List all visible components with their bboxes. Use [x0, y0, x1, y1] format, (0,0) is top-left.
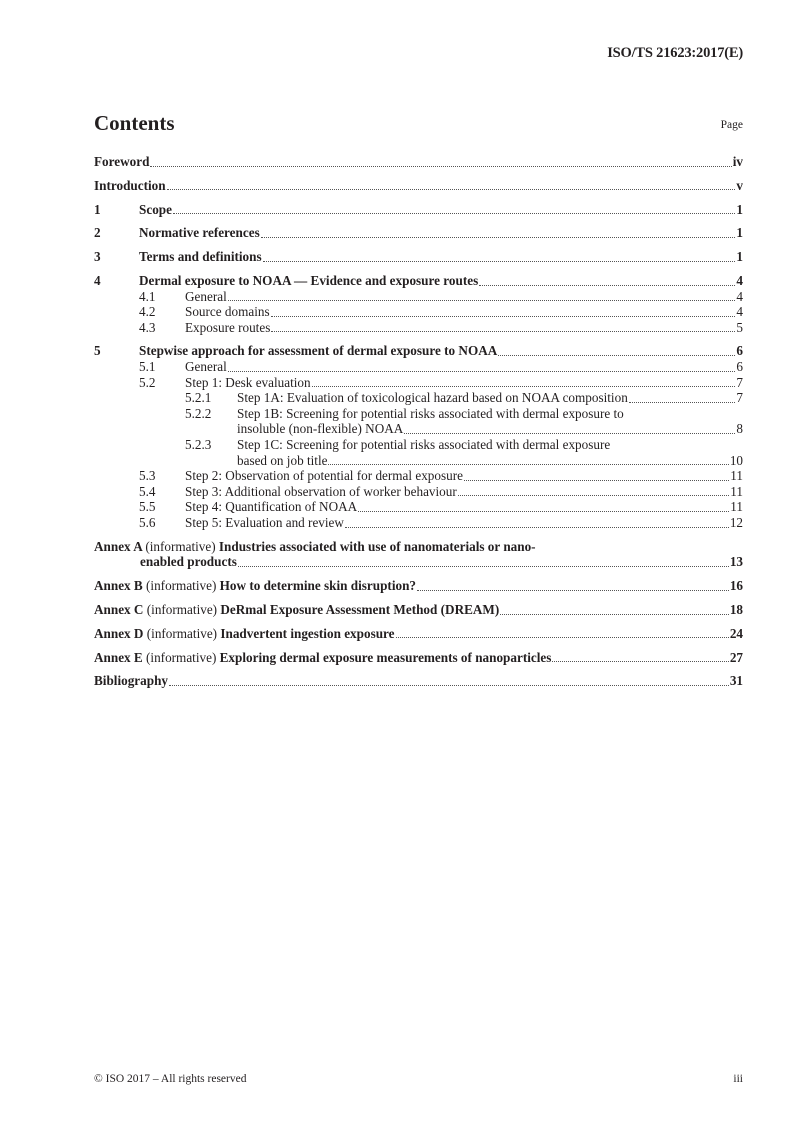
annex-title: DeRmal Exposure Assessment Method (DREAM): [220, 601, 500, 617]
page-column-label: Page: [720, 119, 743, 131]
toc-entry-number: 4.3: [139, 319, 156, 335]
toc-entry-foreword[interactable]: [94, 154, 743, 170]
toc-entry-5-2-3-line1[interactable]: [94, 437, 743, 453]
toc-entry-title: Step 1C: Screening for potential risks associated with dermal exposure: [237, 437, 611, 453]
annex-type: (informative): [146, 578, 217, 594]
toc-entry-title: [94, 539, 536, 555]
toc-entry-title: Dermal exposure to NOAA — Evidence and exposure routes: [139, 272, 479, 288]
annex-label: Annex C: [94, 601, 144, 617]
dot-leader: [552, 661, 728, 662]
toc-entry-number: 4.1: [139, 288, 156, 304]
toc-entry-title: Bibliography: [94, 673, 169, 689]
dot-leader: [458, 495, 730, 496]
toc-entry-introduction[interactable]: [94, 178, 743, 194]
toc-entry-number: 1: [94, 201, 101, 217]
dot-leader: [173, 213, 735, 214]
annex-type: (informative): [145, 538, 216, 554]
toc-entry-page: 7: [736, 374, 743, 390]
toc-entry-page: 1: [736, 249, 743, 265]
toc-entry-title: General: [185, 288, 227, 304]
toc-entry-normative-references[interactable]: [94, 225, 743, 241]
dot-leader: [261, 237, 736, 238]
toc-entry-page: 8: [736, 421, 743, 437]
toc-entry-annex-b[interactable]: [94, 578, 743, 594]
toc-entry-5-6[interactable]: [94, 515, 743, 531]
dot-leader: [479, 285, 735, 286]
dot-leader: [464, 480, 729, 481]
toc-entry-number: 5.2.1: [185, 390, 212, 406]
annex-title: Inadvertent ingestion exposure: [220, 625, 395, 641]
toc-entry-bibliography[interactable]: [94, 673, 743, 689]
toc-entry-title: Step 1B: Screening for potential risks associated with dermal exposure to: [237, 405, 624, 421]
dot-leader: [404, 433, 735, 434]
toc-entry-page: iv: [732, 154, 743, 169]
toc-entry-page: 6: [736, 359, 743, 375]
toc-entry-title: Step 1: Desk evaluation: [185, 374, 311, 390]
dot-leader: [167, 189, 736, 190]
toc-entry-page: 13: [729, 554, 743, 570]
toc-entry-number: 5.1: [139, 359, 156, 375]
toc-entry-5-2-3-line2[interactable]: [94, 453, 743, 469]
toc-entry-title-continued: based on job title: [237, 452, 328, 468]
toc-entry-page: 7: [736, 390, 743, 406]
toc-entry-page: 4: [736, 288, 743, 304]
table-of-contents: [94, 154, 743, 689]
toc-entry-4-3[interactable]: [94, 320, 743, 336]
toc-entry-terms-definitions[interactable]: [94, 249, 743, 265]
toc-entry-title: Step 4: Quantification of NOAA: [185, 499, 358, 515]
dot-leader: [150, 166, 731, 167]
annex-type: (informative): [146, 601, 218, 617]
toc-entry-title: Introduction: [94, 177, 166, 193]
toc-entry-title: Step 3: Additional observation of worker behaviour: [185, 483, 457, 499]
toc-entry-page: 6: [736, 343, 743, 359]
annex-label: Annex E: [94, 649, 143, 665]
toc-entry-5-3[interactable]: [94, 468, 743, 484]
toc-entry-title: [94, 578, 416, 594]
toc-entry-number: 5.3: [139, 468, 156, 484]
toc-entry-title: Terms and definitions: [139, 249, 262, 265]
toc-entry-5-4[interactable]: [94, 484, 743, 500]
toc-entry-title: Scope: [139, 201, 172, 217]
toc-entry-scope[interactable]: [94, 202, 743, 218]
toc-entry-page: 27: [729, 649, 743, 665]
toc-entry-5-2-2-line2[interactable]: [94, 421, 743, 437]
dot-leader: [312, 386, 736, 387]
toc-entry-number: 5.5: [139, 499, 156, 515]
dot-leader: [629, 402, 736, 403]
footer-copyright: © ISO 2017 – All rights reserved: [94, 1073, 247, 1085]
dot-leader: [263, 261, 736, 262]
toc-entry-page: 18: [729, 601, 743, 617]
toc-entry-page: 16: [729, 578, 743, 594]
annex-title: Exploring dermal exposure measurements of nanoparticles: [219, 649, 552, 665]
toc-entry-section-5[interactable]: [94, 343, 743, 359]
dot-leader: [345, 527, 729, 528]
toc-entry-section-4[interactable]: [94, 273, 743, 289]
toc-entry-title: Source domains: [185, 304, 270, 320]
toc-entry-page: 10: [729, 452, 743, 468]
toc-entry-number: 4.2: [139, 304, 156, 320]
annex-label: Annex A: [94, 538, 143, 554]
toc-entry-title: [94, 626, 395, 642]
toc-entry-number: 2: [94, 225, 101, 241]
toc-entry-page: 24: [729, 625, 743, 641]
annex-label: Annex D: [94, 625, 144, 641]
toc-entry-5-5[interactable]: [94, 499, 743, 515]
dot-leader: [238, 566, 729, 567]
annex-title: Industries associated with use of nanomaterials or nano-: [218, 538, 536, 554]
toc-entry-number: 5.2.3: [185, 437, 212, 453]
toc-entry-5-1[interactable]: [94, 359, 743, 375]
toc-entry-title: Foreword: [94, 154, 150, 169]
toc-entry-title: Exposure routes: [185, 319, 271, 335]
toc-entry-title: Stepwise approach for assessment of dermal exposure to NOAA: [139, 343, 498, 359]
toc-entry-4-1[interactable]: [94, 289, 743, 305]
toc-entry-title-continued: insoluble (non-flexible) NOAA: [237, 421, 404, 437]
dot-leader: [396, 637, 729, 638]
dot-leader: [169, 685, 729, 686]
dot-leader: [228, 371, 736, 372]
toc-entry-number: 5.2: [139, 374, 156, 390]
toc-entry-title: Normative references: [139, 225, 260, 241]
dot-leader: [271, 316, 736, 317]
toc-entry-4-2[interactable]: [94, 304, 743, 320]
dot-leader: [228, 300, 736, 301]
dot-leader: [328, 464, 728, 465]
toc-entry-annex-a-line2[interactable]: [94, 554, 743, 570]
annex-label: Annex B: [94, 578, 143, 594]
toc-entry-annex-a-line1[interactable]: [94, 539, 743, 555]
toc-entry-5-2[interactable]: [94, 375, 743, 391]
toc-entry-number: 4: [94, 272, 101, 288]
toc-entry-title-continued: enabled products: [140, 554, 237, 570]
dot-leader: [271, 331, 735, 332]
toc-entry-title: Step 1A: Evaluation of toxicological hazard based on NOAA composition: [237, 390, 628, 406]
toc-entry-number: 5.2.2: [185, 405, 212, 421]
toc-entry-number: 5: [94, 343, 101, 359]
toc-entry-number: 5.4: [139, 483, 156, 499]
dot-leader: [500, 614, 729, 615]
toc-entry-5-2-1[interactable]: [94, 390, 743, 406]
toc-entry-number: 3: [94, 249, 101, 265]
toc-entry-page: 11: [730, 483, 743, 499]
toc-entry-title: Step 5: Evaluation and review: [185, 515, 344, 530]
footer-page-number: iii: [733, 1073, 743, 1085]
toc-entry-title: [94, 650, 551, 666]
toc-entry-page: 5: [736, 319, 743, 335]
toc-entry-page: 11: [730, 468, 743, 484]
toc-entry-number: 5.6: [139, 515, 156, 530]
dot-leader: [498, 355, 735, 356]
toc-entry-page: 12: [729, 515, 743, 530]
toc-entry-page: 1: [736, 225, 743, 241]
toc-entry-5-2-2-line1[interactable]: [94, 406, 743, 422]
toc-entry-page: 1: [736, 201, 743, 217]
dot-leader: [417, 590, 729, 591]
toc-entry-annex-c[interactable]: [94, 602, 743, 618]
dot-leader: [358, 511, 729, 512]
toc-entry-page: v: [736, 177, 743, 193]
contents-heading: Contents: [94, 111, 175, 135]
annex-title: How to determine skin disruption?: [219, 578, 417, 594]
toc-entry-title: General: [185, 359, 227, 375]
annex-type: (informative): [146, 649, 217, 665]
toc-entry-page: 4: [736, 272, 743, 288]
document-identifier: ISO/TS 21623:2017(E): [607, 45, 743, 61]
toc-entry-page: 31: [729, 673, 743, 689]
toc-entry-annex-e[interactable]: [94, 650, 743, 666]
toc-entry-page: 4: [736, 304, 743, 320]
toc-entry-title: [94, 602, 499, 618]
toc-entry-annex-d[interactable]: [94, 626, 743, 642]
toc-entry-page: 11: [730, 499, 743, 515]
annex-type: (informative): [146, 625, 218, 641]
toc-entry-title: Step 2: Observation of potential for dermal exposure: [185, 468, 463, 484]
